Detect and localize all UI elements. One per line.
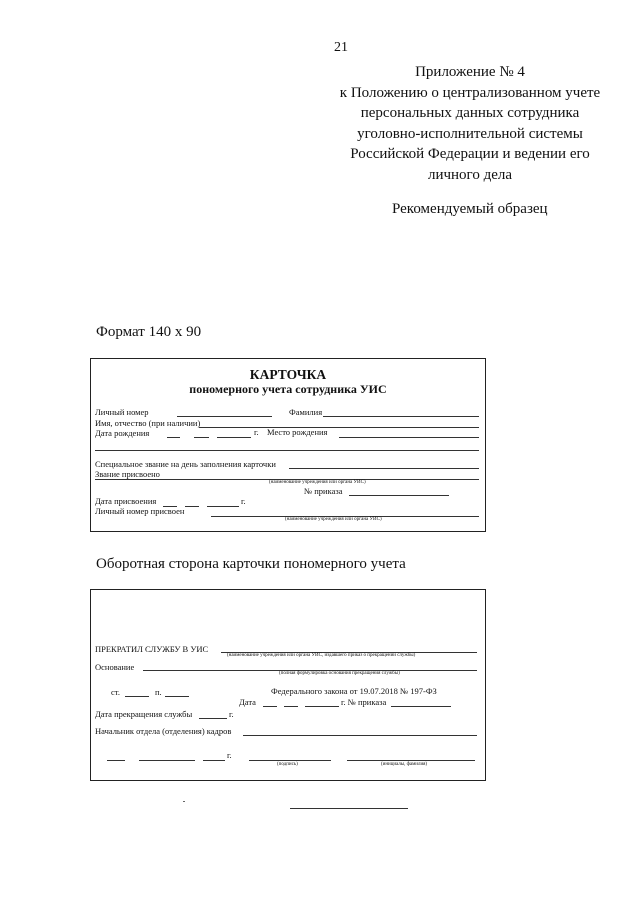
date-year-line [305,706,339,707]
article-label: ст. [111,687,120,697]
rank-assigned-label: Звание присвоено [95,469,160,479]
sign-month-line [139,760,195,761]
date-day-line [263,706,277,707]
name-patronymic-line [199,427,479,428]
birth-place-line-2 [95,450,479,451]
order-number-line [391,706,451,707]
personal-number-assigned-label: Личный номер присвоен [95,506,185,516]
birth-date-label: Дата рождения [95,428,150,438]
head-of-department-line [243,735,477,736]
year-suffix: г. [229,709,234,719]
paragraph-label: п. [155,687,162,697]
card-title: КАРТОЧКА [249,367,327,382]
basis-hint: (полная формулировка основания прекращения службы) [279,671,400,676]
year-suffix: г. [241,496,246,506]
sample-label: Рекомендуемый образец [392,201,548,217]
paragraph-line [165,696,189,697]
head-of-department-label: Начальник отдела (отделения) кадров [95,726,232,736]
birth-day-line [167,437,180,438]
order-number-label: № приказа [304,486,343,496]
assignment-year-line [207,506,239,507]
sign-day-line [107,760,125,761]
appendix-line: уголовно-исполнительной системы [357,125,583,142]
appendix-line: персональных данных сотрудника [360,105,580,121]
birth-year-line [217,437,251,438]
personal-number-line [177,416,272,417]
article-line [125,696,149,697]
institution-hint-2: (наименование учреждения или органа УИС) [285,517,382,522]
format-label: Формат 140 х 90 [96,324,202,340]
personal-number-label: Личный номер [95,407,149,417]
termination-date-line [199,718,227,719]
initials-line [347,760,475,761]
page-number: 21 [334,40,348,55]
federal-law-label: Федерального закона от 19.07.2018 № 197-ФЗ [271,686,437,696]
terminated-label: ПРЕКРАТИЛ СЛУЖБУ В УИС [95,644,209,654]
year-order-label: г. № приказа [341,697,387,707]
signature-line [249,760,331,761]
back-side-title: Оборотная сторона карточки пономерного учета [96,556,406,572]
assignment-date-label: Дата присвоения [95,496,157,506]
year-suffix: г. [254,427,259,437]
terminated-hint: (наименование учреждения или органа УИС, издавшего приказ о прекращении службы) [227,653,416,658]
birth-month-line [194,437,209,438]
surname-label: Фамилия [289,407,323,417]
date-month-line [284,706,298,707]
appendix-line: личного дела [427,166,513,183]
name-patronymic-label: Имя, отчество (при наличии) [95,418,201,428]
signature-hint: (подпись) [277,762,298,767]
card-front [90,358,486,532]
card-back [90,589,486,781]
termination-date-label: Дата прекращения службы [95,709,193,719]
appendix-line: к Положению о централизованном учете [339,84,601,101]
initials-hint: (инициалы, фамилия) [381,762,428,767]
appendix-line: Приложение № 4 [415,64,525,80]
order-number-line [349,495,449,496]
assignment-month-line [185,506,199,507]
special-rank-line [289,468,479,469]
footer-separator [290,808,408,809]
birth-place-line [339,437,479,438]
scan-speck [183,801,185,802]
card-subtitle: пономерного учета сотрудника УИС [189,382,387,396]
appendix-header [320,62,620,185]
surname-line [323,416,479,417]
appendix-line: Российской Федерации и ведении его [350,146,590,162]
year-suffix-2: г. [227,750,232,760]
date-label: Дата [239,697,256,707]
institution-hint: (наименование учреждения или органа УИС) [269,480,366,485]
sign-year-line [203,760,225,761]
birth-place-label: Место рождения [267,427,328,437]
basis-label: Основание [95,662,135,672]
special-rank-label: Специальное звание на день заполнения карточки [95,459,276,469]
